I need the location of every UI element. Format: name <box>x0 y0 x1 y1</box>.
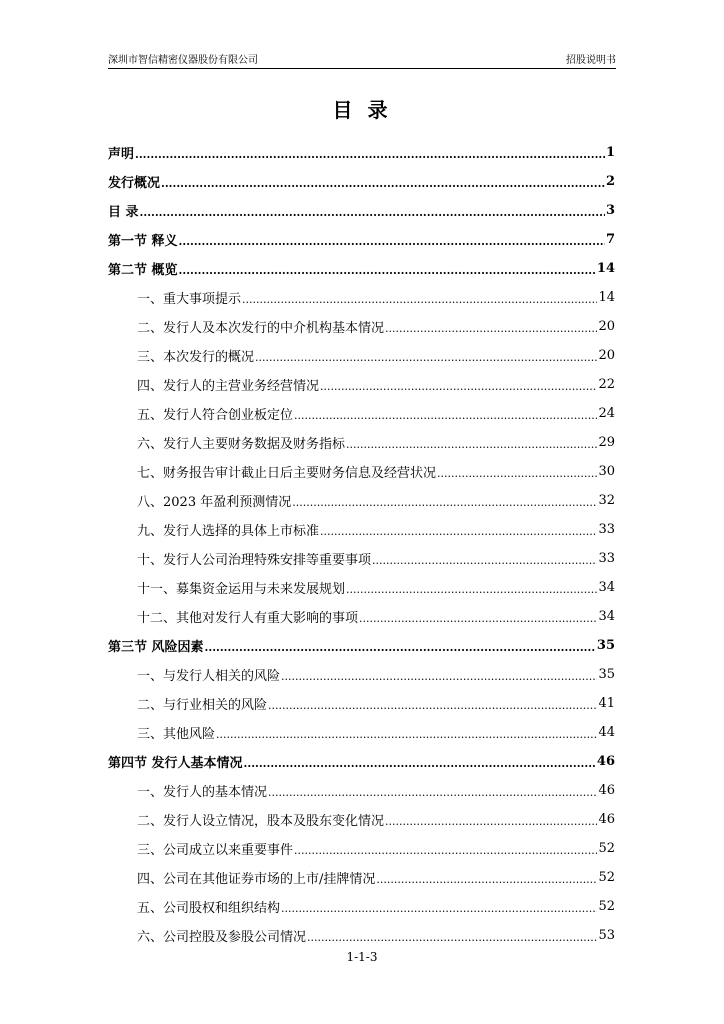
toc-dot-leader <box>320 526 597 544</box>
page-header <box>108 50 616 69</box>
toc-entry-label: 十二、其他对发行人有重大影响的事项 <box>137 611 359 626</box>
toc-entry-label: 二、发行人及本次发行的中介机构基本情况 <box>137 321 385 336</box>
toc-entry[interactable] <box>108 370 615 399</box>
toc-entry-label: 一、重大事项提示 <box>137 292 242 307</box>
toc-entry[interactable] <box>108 341 615 370</box>
toc-entry[interactable] <box>108 776 615 805</box>
page-number: 1-1-3 <box>346 950 378 964</box>
toc-entry-label: 六、公司控股及参股公司情况 <box>137 930 307 945</box>
toc-entry-label: 第二节 概览 <box>108 263 178 278</box>
toc-dot-leader <box>179 265 596 283</box>
toc-dot-leader <box>216 729 597 747</box>
toc-dot-leader <box>268 787 597 805</box>
toc-dot-leader <box>294 845 597 863</box>
toc-entry[interactable] <box>108 834 615 863</box>
toc-dot-leader <box>346 439 597 457</box>
toc-entry-label: 二、发行人设立情况，股本及股东变化情况 <box>137 814 385 829</box>
toc-entry-page: 20 <box>598 348 615 363</box>
toc-entry-label: 目 录 <box>108 205 139 220</box>
toc-entry-page: 41 <box>598 696 615 711</box>
toc-entry-label: 三、其他风险 <box>137 727 216 742</box>
toc-entry[interactable] <box>108 689 615 718</box>
toc-entry[interactable] <box>108 631 615 660</box>
toc-dot-leader <box>359 613 597 631</box>
toc-entry[interactable] <box>108 225 615 254</box>
toc-entry[interactable] <box>108 660 615 689</box>
toc-entry[interactable] <box>108 544 615 573</box>
toc-dot-leader <box>307 932 597 950</box>
toc-entry-label: 六、发行人主要财务数据及财务指标 <box>137 437 346 452</box>
toc-entry-page: 3 <box>605 203 615 218</box>
toc-entry-page: 52 <box>598 870 615 885</box>
toc-entry[interactable] <box>108 747 615 776</box>
toc-entry[interactable] <box>108 254 615 283</box>
toc-entry-label: 八、2023 年盈利预测情况 <box>137 495 292 510</box>
toc-entry-page: 20 <box>598 319 615 334</box>
toc-entry[interactable] <box>108 167 615 196</box>
toc-entry[interactable] <box>108 457 615 486</box>
toc-entry-label: 声明 <box>108 147 135 162</box>
toc-entry[interactable] <box>108 428 615 457</box>
toc-dot-leader <box>376 874 597 892</box>
toc-entry-page: 52 <box>598 841 615 856</box>
toc-entry[interactable] <box>108 283 615 312</box>
toc-entry-label: 一、与发行人相关的风险 <box>137 669 281 684</box>
toc-entry-page: 53 <box>598 928 615 943</box>
toc-entry-page: 35 <box>596 638 615 653</box>
toc-entry[interactable] <box>108 196 615 225</box>
toc-entry-label: 二、与行业相关的风险 <box>137 698 268 713</box>
toc-dot-leader <box>205 642 596 660</box>
toc-entry-label: 九、发行人选择的具体上市标准 <box>137 524 320 539</box>
toc-entry-label: 发行概况 <box>108 176 161 191</box>
toc-entry[interactable] <box>108 921 615 950</box>
toc-entry[interactable] <box>108 312 615 341</box>
toc-entry-page: 46 <box>598 812 615 827</box>
toc-dot-leader <box>281 671 597 689</box>
toc-entry-page: 29 <box>598 435 615 450</box>
toc-dot-leader <box>385 816 597 834</box>
toc-entry-page: 33 <box>598 551 615 566</box>
toc-entry-page: 34 <box>598 609 615 624</box>
toc-dot-leader <box>161 178 605 196</box>
toc-entry[interactable] <box>108 863 615 892</box>
toc-entry-page: 7 <box>605 232 615 247</box>
toc-entry[interactable] <box>108 805 615 834</box>
toc-entry-page: 22 <box>598 377 615 392</box>
toc-entry-page: 14 <box>598 290 615 305</box>
toc-entry-page: 52 <box>598 899 615 914</box>
toc-entry[interactable] <box>108 573 615 602</box>
toc-entry[interactable] <box>108 515 615 544</box>
header-company: 深圳市智信精密仪器股份有限公司 <box>108 55 258 66</box>
toc-dot-leader <box>294 410 597 428</box>
toc-entry-label: 第三节 风险因素 <box>108 640 204 655</box>
toc-dot-leader <box>140 207 605 225</box>
toc-entry-label: 七、财务报告审计截止日后主要财务信息及经营状况 <box>137 466 437 481</box>
toc-dot-leader <box>242 294 597 312</box>
toc-dot-leader <box>255 352 597 370</box>
header-doc-type: 招股说明书 <box>566 55 616 66</box>
toc-dot-leader <box>320 381 597 399</box>
toc-dot-leader <box>385 323 597 341</box>
toc-entry-label: 第一节 释义 <box>108 234 178 249</box>
toc-entry-label: 五、发行人符合创业板定位 <box>137 408 294 423</box>
toc-entry-label: 四、发行人的主营业务经营情况 <box>137 379 320 394</box>
page-title: 目 录 <box>332 98 392 122</box>
toc-dot-leader <box>244 758 596 776</box>
toc-entry-page: 34 <box>598 580 615 595</box>
toc-dot-leader <box>281 903 597 921</box>
toc-dot-leader <box>268 700 597 718</box>
toc-dot-leader <box>346 584 597 602</box>
toc-entry-label: 十、发行人公司治理特殊安排等重要事项 <box>137 553 372 568</box>
toc-entry-page: 46 <box>598 783 615 798</box>
toc-entry[interactable] <box>108 138 615 167</box>
toc-entry-page: 35 <box>598 667 615 682</box>
toc-dot-leader <box>292 497 597 515</box>
toc-entry-page: 32 <box>598 493 615 508</box>
toc-entry-page: 44 <box>598 725 615 740</box>
toc-entry[interactable] <box>108 892 615 921</box>
toc-entry-label: 第四节 发行人基本情况 <box>108 756 243 771</box>
toc-entry-page: 46 <box>596 754 615 769</box>
toc-dot-leader <box>179 236 605 254</box>
toc-entry-label: 五、公司股权和组织结构 <box>137 901 281 916</box>
toc-entry[interactable] <box>108 718 615 747</box>
toc-entry-label: 一、发行人的基本情况 <box>137 785 268 800</box>
toc-entry-page: 14 <box>596 261 615 276</box>
toc-entry[interactable] <box>108 602 615 631</box>
toc-entry-page: 24 <box>598 406 615 421</box>
toc-entry-page: 1 <box>605 145 615 160</box>
toc-entry-label: 三、公司成立以来重要事件 <box>137 843 294 858</box>
toc-dot-leader <box>135 149 605 167</box>
toc-entry-label: 十一、募集资金运用与未来发展规划 <box>137 582 346 597</box>
toc-entry-page: 30 <box>598 464 615 479</box>
toc-dot-leader <box>437 468 597 486</box>
toc-entry-label: 四、公司在其他证券市场的上市/挂牌情况 <box>137 872 376 887</box>
table-of-contents <box>108 138 615 950</box>
toc-entry-label: 三、本次发行的概况 <box>137 350 255 365</box>
toc-entry-page: 33 <box>598 522 615 537</box>
toc-entry-page: 2 <box>605 174 615 189</box>
toc-entry[interactable] <box>108 399 615 428</box>
toc-entry[interactable] <box>108 486 615 515</box>
toc-dot-leader <box>372 555 597 573</box>
